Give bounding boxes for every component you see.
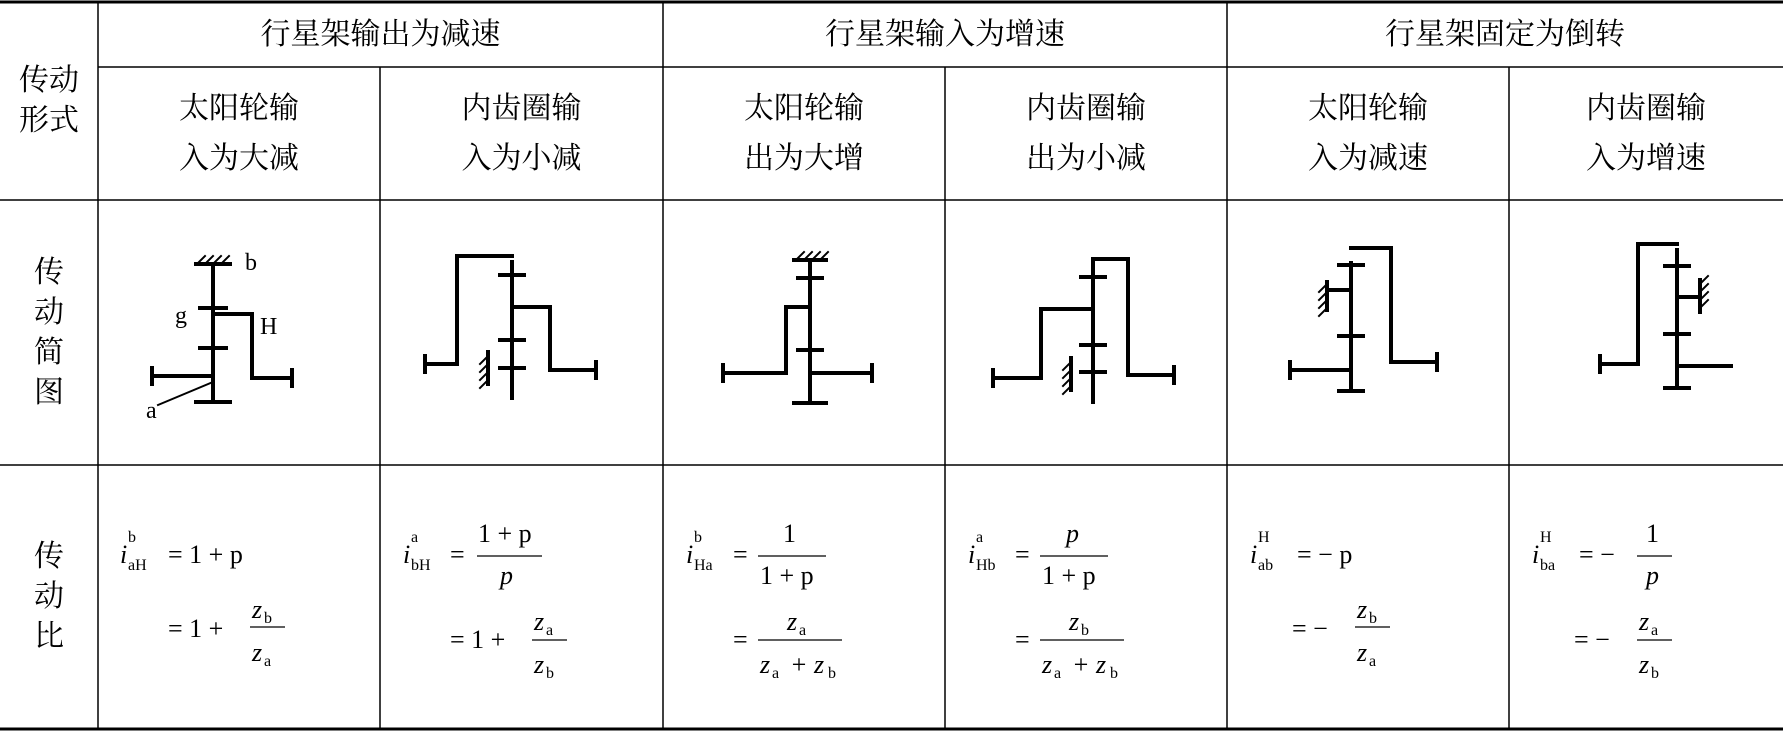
svg-text:z: z	[787, 607, 798, 636]
svg-text:=: =	[450, 540, 465, 569]
svg-text:1: 1	[1646, 519, 1659, 548]
svg-text:= −: = −	[1574, 625, 1610, 654]
svg-text:=: =	[1015, 540, 1030, 569]
subheader-line1: 内齿圈输	[1586, 90, 1706, 126]
svg-text:1 + p: 1 + p	[1042, 561, 1096, 590]
svg-text:H: H	[1540, 529, 1552, 546]
svg-text:a: a	[772, 665, 780, 682]
label-g: g	[175, 303, 187, 329]
formula-col3	[686, 519, 842, 682]
svg-text:z: z	[760, 650, 771, 679]
svg-text:a: a	[264, 653, 272, 670]
label-h: H	[260, 314, 278, 340]
svg-text:= −: = −	[1579, 540, 1615, 569]
subheader-line1: 太阳轮输	[1308, 90, 1428, 126]
svg-text:b: b	[128, 529, 136, 546]
svg-text:H: H	[1258, 529, 1270, 546]
group-header-label: 行星架输入为增速	[825, 16, 1065, 52]
svg-text:Hb: Hb	[976, 557, 996, 574]
svg-text:ab: ab	[1258, 557, 1274, 574]
svg-text:b: b	[546, 665, 554, 682]
svg-text:i: i	[968, 540, 976, 569]
svg-text:a: a	[976, 529, 984, 546]
svg-text:i: i	[686, 540, 694, 569]
formula-col2	[403, 519, 567, 682]
svg-text:z: z	[252, 595, 263, 624]
svg-text:b: b	[264, 610, 272, 627]
group-header-label: 行星架输出为减速	[260, 16, 501, 52]
svg-text:z: z	[1639, 650, 1650, 679]
svg-text:a: a	[1369, 653, 1377, 670]
svg-text:= 1 + p: = 1 + p	[168, 540, 243, 569]
svg-text:a: a	[1651, 622, 1659, 639]
svg-text:b: b	[1110, 665, 1118, 682]
subheader-line2: 入为减速	[1308, 140, 1428, 176]
svg-text:b: b	[1369, 610, 1377, 627]
group-header-label: 行星架固定为倒转	[1385, 16, 1625, 52]
svg-text:i: i	[1532, 540, 1540, 569]
svg-text:z: z	[1357, 595, 1368, 624]
svg-text:= − p: = − p	[1297, 540, 1353, 569]
svg-text:= −: = −	[1292, 614, 1328, 643]
svg-text:1 + p: 1 + p	[478, 519, 532, 548]
svg-text:bH: bH	[411, 557, 431, 574]
svg-text:z: z	[1042, 650, 1053, 679]
svg-text:z: z	[534, 607, 545, 636]
subheader-line1: 内齿圈输	[1026, 90, 1146, 126]
label-b: b	[245, 250, 257, 276]
svg-text:+ z: + z	[790, 650, 825, 679]
svg-text:i: i	[1250, 540, 1258, 569]
svg-text:z: z	[1069, 607, 1080, 636]
svg-text:p: p	[1066, 519, 1079, 548]
svg-text:Ha: Ha	[694, 557, 713, 574]
row-label-diagram-text: 传动简图	[34, 254, 64, 410]
svg-text:+ z: + z	[1072, 650, 1107, 679]
row-label-ratio-text: 传动比	[34, 539, 64, 654]
svg-text:i: i	[120, 540, 128, 569]
subheader-line2: 出为大增	[744, 140, 864, 176]
svg-text:a: a	[799, 622, 807, 639]
svg-text:a: a	[1054, 665, 1062, 682]
subheader-line1: 内齿圈输	[461, 90, 582, 126]
subheader-line2: 出为小减	[1026, 140, 1146, 176]
svg-text:z: z	[534, 650, 545, 679]
svg-text:= 1 +: = 1 +	[450, 625, 506, 654]
svg-text:z: z	[252, 638, 263, 667]
subheader-line1: 太阳轮输	[179, 90, 299, 126]
subheader-line1: 太阳轮输	[744, 90, 864, 126]
svg-text:a: a	[411, 529, 419, 546]
formula-col5	[1250, 529, 1390, 670]
svg-text:b: b	[694, 529, 702, 546]
svg-text:b: b	[1081, 622, 1089, 639]
svg-text:z: z	[1639, 607, 1650, 636]
label-a: a	[146, 398, 157, 424]
subheader-line2: 入为小减	[461, 140, 582, 176]
svg-text:p: p	[1646, 561, 1659, 590]
subheader-line2: 入为增速	[1586, 140, 1706, 176]
svg-text:i: i	[403, 540, 411, 569]
svg-text:=: =	[1015, 625, 1030, 654]
formula-col4	[968, 519, 1124, 682]
svg-text:=: =	[733, 625, 748, 654]
svg-text:b: b	[1651, 665, 1659, 682]
subheader-line2: 入为大减	[179, 140, 299, 176]
svg-text:= 1 +: = 1 +	[168, 614, 224, 643]
svg-text:aH: aH	[128, 557, 147, 574]
svg-text:a: a	[546, 622, 554, 639]
svg-text:=: =	[733, 540, 748, 569]
formula-col6	[1532, 519, 1672, 682]
svg-text:ba: ba	[1540, 557, 1556, 574]
svg-text:b: b	[828, 665, 836, 682]
row-label-form-text: 传动形式	[19, 63, 79, 138]
formula-col1	[120, 529, 285, 670]
svg-text:p: p	[500, 561, 513, 590]
svg-text:1 + p: 1 + p	[760, 561, 814, 590]
svg-text:z: z	[1357, 638, 1368, 667]
svg-text:1: 1	[783, 519, 796, 548]
